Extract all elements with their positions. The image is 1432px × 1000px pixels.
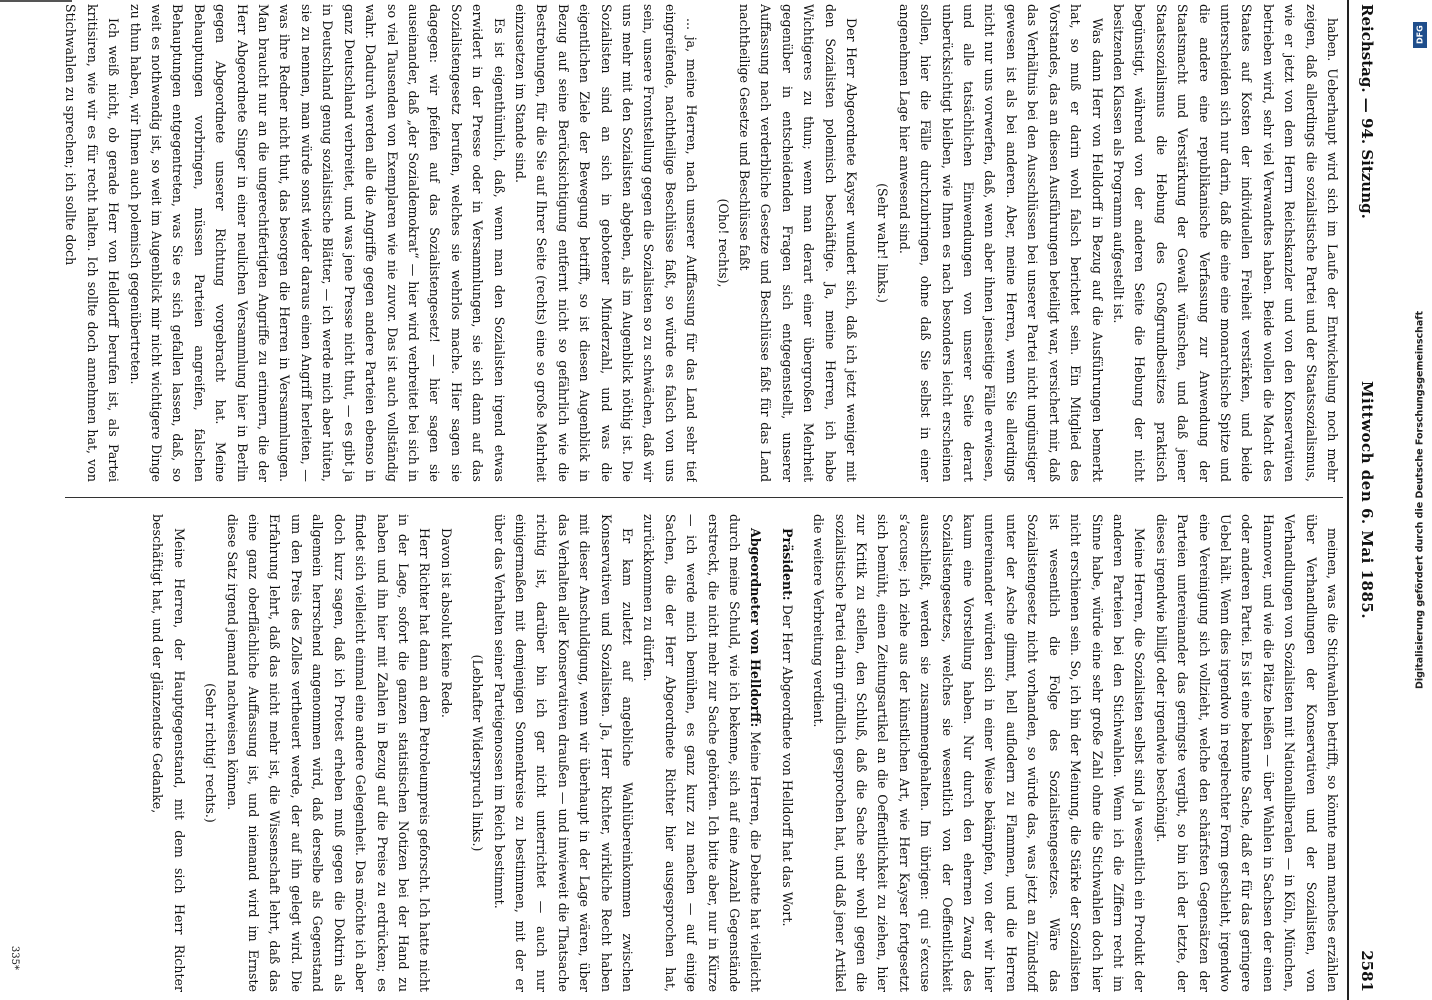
paragraph: Davon ist absolut keine Rede.: [438, 528, 454, 718]
interjection: (Sehr wahr! links.): [875, 183, 891, 303]
paragraph: Meine Herren, der Hauptgegenstand, mit dem sich Herr Richter beschäftigt hat, und der glänzendste Gedanke,: [150, 514, 187, 992]
dfg-watermark-text: Digitalisierung gefördert durch die Deutsche Forschungsgemeinschaft: [1414, 311, 1426, 689]
paragraph: Herr Richter hat dann an dem Petroleumpreis geforscht. Ich hatte nicht in der Lage, sofort die ganzen statistischen Notizen bei der Hand zu haben und ihn hier mit Zahlen in Bezug auf die Preise zu erdrücken; es findet sich vielleicht einmal eine andere Gelegenheit. Das möchte ich aber doch kurz sagen, daß ich Protest erheben muß gegen die Doktrin als allgemein herrschend angenommen wird, daß derselbe als Gegenstand um den Preis des Zolles vertheuert werde, der auf ihn gelegt wird. Die Erfahrung lehrt, daß das nicht mehr ist, die Wissenschaft lehrt, daß das eine ganz oberflächliche Auffassung ist, und niemand wird im Ernste diese Satz irgend jemand nachweisen können.: [224, 514, 433, 992]
newspaper-page: [5, 0, 1395, 1000]
paragraph: ... ja, meine Herren, nach unserer Auffassung für das Land sehr tief eingreifende, nachtheilige Beschlüsse faßt, so würde es falsch von uns sein, unsere Frontstellung gegen die Sozialisten so zu schwächen, daß wir uns mehr mit den Sozialisten abgeben, als im Augenblick nöthig ist. Die Sozialisten sind an sich in gebotener Minderzahl, und was die eigentlichen Ziele der Bewegung betrifft, so ist diesen Augenblick in Bezug auf seine Berücksichtigung entfernt nicht so gefährlich wie die Bestrebungen, für die Sie auf Ihrer Seite (rechts) eine so große Mehrheit einzusetzen im Stande sind.: [512, 4, 700, 482]
paragraph: Abgeordneter von Helldorff: Meine Herren, die Debatte hat vielleicht durch meine Schuld, wie ich bekenne, sich auf eine Anzahl Gegenstände erstreckt, die nicht mehr zur Sache gehörten. Ich bitte aber, nur in Kürze — ich werde mich bemühen, es ganz kurz zu machen — auf einige Sachen, die der Herr Abgeordnete Richter hier ausgesprochen hat, zurückkommen zu dürfen.: [641, 514, 764, 992]
header-session: Reichstag. — 94. Sitzung.: [1358, 4, 1376, 219]
header-rule: [1347, 0, 1349, 1000]
paragraph: Präsident: Der Herr Abgeordnete von Helldorff hat das Wort.: [779, 528, 795, 927]
speaker-name: Abgeordneter von Helldorff:: [748, 528, 764, 728]
paragraph: Er kam zuletzt auf angebliche Wahlübereinkommen zwischen Konservativen und Sozialisten. Ja, Herr Richter, wirkliche Recht haben mit dieser Anschuldigung, wenn wir überhaupt in der Lage wären, über das Verhalten aller Konservativen draußen — und inwieweit die Thatsache richtig ist, darüber bin ich gar nicht unterrichtet — auch nur einigermaßen mit demjenigen Sonnenkreise zu bestimmen, mit der er über das Verhalten seiner Parteigenossen im Reich bestimmt.: [491, 514, 635, 992]
dfg-logo: DFG: [1413, 22, 1427, 48]
left-column: [13, 4, 1343, 482]
header-date: Mittwoch den 6. Mai 1885.: [1358, 380, 1376, 620]
interjection: (Sehr richtig! rechts.): [203, 683, 219, 823]
page-header: [1351, 0, 1383, 1000]
paragraph: Meine Herren, die Sozialisten selbst sind ja wesentlich ein Produkt der anderen Parteien bei den Stichwahlen. Wenn ich die Ziffern recht im Sinne habe, würde eine sehr große Zahl ohne die Stichwahlen doch hier nicht erschienen sein. So, ich bin der Meinung, die Stärke der Sozialisten ist wesentlich die Folge des Sozialistengesetzes. Wäre das Sozialistengesetz nicht vorhanden, so würde das, was jetzt an Zündstoff unter der Asche glimmt, hell auflodern zu Flammen, und die Herren untereinander würden sich in einer Weise bekämpfen, von der wir hier kaum eine Vorstellung haben. Nur durch den ehernen Zwang des Sozialistengesetzes, welches sie wesentlich von der Oeffentlichkeit ausschließt, werden sie zusammengehalten. Im übrigen: qui s’excuse s’accuse; ich ziehe aus der künstlichen Art, wie Herr Kayser fortgesetzt sich bemüht, einen Zeitungsartikel an die Oeffentlichkeit zu ziehen, hier zur Kritik zu stellen, den Schluß, daß die Sache sehr wohl gegen die sozialistische Partei darin gründlich gesprochen hat, und daß jener Artikel die weitere Verbreitung verdient.: [811, 514, 1148, 992]
signature-mark: 335*: [9, 945, 20, 970]
column-divider: [65, 497, 1343, 498]
paragraph: meinen, was die Stichwahlen betrifft, so könnte man manches erzählen über Verhandlungen der Konservativen und der Sozialisten, von Verhandlungen von Sozialisten mit Nationalliberalen — in Köln, München, Hannover, und wie die Plätze heißen — über Wahlen in Sachsen der einen oder anderen Partei. Es ist eine bekannte Sache, daß er für das geringere Uebel hält. Wenn dies irgendwo in regelrechter Form geschieht, irgendwo eine Vereinigung sich vollzieht, welche den schärfsten Gegensätzen der Parteien untereinander das geringste vergibt, so bin ich der letzte, der dieses irgendwie billigt oder irgendwie beschönigt.: [1153, 514, 1340, 992]
paragraph: Es ist eigenthümlich, daß, wenn man den Sozialisten irgend etwas erwidert in der Presse oder in Versammlungen, sie sich dann auf das Sozialistengesetz berufen, welches sie wehrlos mache. Hier sagen sie dagegen: wir pfeifen auf das Sozialistengesetz! — hier sagen sie auseinander, daß „der Sozialdemokrat“ — hier wird verbreitet bei sich in so viel Tausenden von Exemplaren wie nie zuvor. Das ist auch vollständig wahr. Dadurch werden alle die Angriffe gegen andere Parteien ebenso in ganz Deutschland verbreitet, und was jene Presse nicht thut, — es gibt ja in Deutschland genug sozialistische Blätter, — ich werde mich aber hüten, sie zu nennen, man würde sonst wieder daraus einen Angriff herleiten, — was ihre Redner nicht thut, das besorgen die Herren in Versammlungen. Man braucht nur an die ungerechtfertigten Angriffe zu erinnern, die der Herr Abgeordnete Singer in einer neulichen Versammlung hier in Berlin gegen Abgeordnete unserer Richtung vorgebracht hat. Meine Behauptungen vorbringen, müssen Parteien angreifen, falschen Behauptungen entgegentreten, was Sie es sich gefallen lassen, daß, so weit es nothwendig ist, so weit im Augenblick mir nicht wichtigere Dinge zu thun haben, wir Ihnen auch polemisch gegenübertreten.: [127, 4, 507, 482]
header-page-number: 2581: [1358, 950, 1376, 992]
interjection: (Lebhafter Widerspruch links.): [470, 654, 486, 852]
paragraph: haben. Ueberhaupt wird sich im Laufe der Entwickelung noch mehr zeigen, daß allerdings die sozialistische Partei und der Staatssozialismus, wie er jetzt von dem Herrn Reichskanzler und von den Konservativen betrieben wird, sehr viel Verwandtes haben. Beide wollen die Macht des Staates auf Kosten der individuellen Freiheit verstärken, und beide unterscheiden sich nur darin, daß die eine eine monarchische Spitze und die andere eine republikanische Verfassung zur Anwendung der Staatsmacht und Verstärkung der Gewalt wünschen, und daß jener Staatssozialismus die Hebung des Großgrundbesitzes praktisch begünstigt, während von der anderen Seite die Hebung der nicht besitzenden Klassen als Programm aufgestellt ist.: [1110, 4, 1340, 482]
speaker-name: Präsident:: [779, 528, 795, 601]
dfg-watermark-strip: [1408, 0, 1432, 1000]
paragraph: Der Herr Abgeordnete Kayser wundert sich, daß ich jetzt weniger mit den Sozialisten polemisch beschäftige. Ja, meine Herren, ich habe Wichtigeres zu thun; wenn man derart einer übergroßen Mehrheit gegenüber in entscheidenden Fragen sich entgegenstellt, unserer Auffassung nach verderbliche Gesetze und Beschlüsse faßt für das Land nachtheilige Gesetze und Beschlüsse faßt: [737, 4, 860, 482]
right-column: [13, 514, 1343, 992]
paragraph: Was dann Herr von Helldorff in Bezug auf die Ausführungen bemerkt hat, so muß er darin wohl falsch berichtet sein. Ein Mitglied des Vorstandes, das an diesen Ausführungen beteiligt war, versichert mir, daß das Verhältnis bei den Ausschlüssen bei unserer Partei nicht ungünstiger gewesen ist als bei anderen. Aber, meine Herren, wenn Sie allerdings nicht nur uns vorwerfen, daß, wenn aber ihnen jenseitige Fälle erwiesen, und alle tatsächlichen Einwendungen von unserer Seite derart unberücksichtigt bleiben, wie Ihnen es nach besonders leicht erscheinen sollen, hier die Fälle durchzubringen, ohne daß Sie selbst in einer angenehmen Lage hier anwesend sind.: [896, 4, 1105, 482]
interjection: (Oho! rechts),: [715, 198, 731, 288]
paragraph: Ich weiß nicht, ob gerade Herr von Helldorff berufen ist, als Partei kritisiren, wie wir es für recht halten. Ich sollte doch annehmen hat, von Stichwahlen zu sprechen; ich sollte doch: [63, 4, 122, 482]
